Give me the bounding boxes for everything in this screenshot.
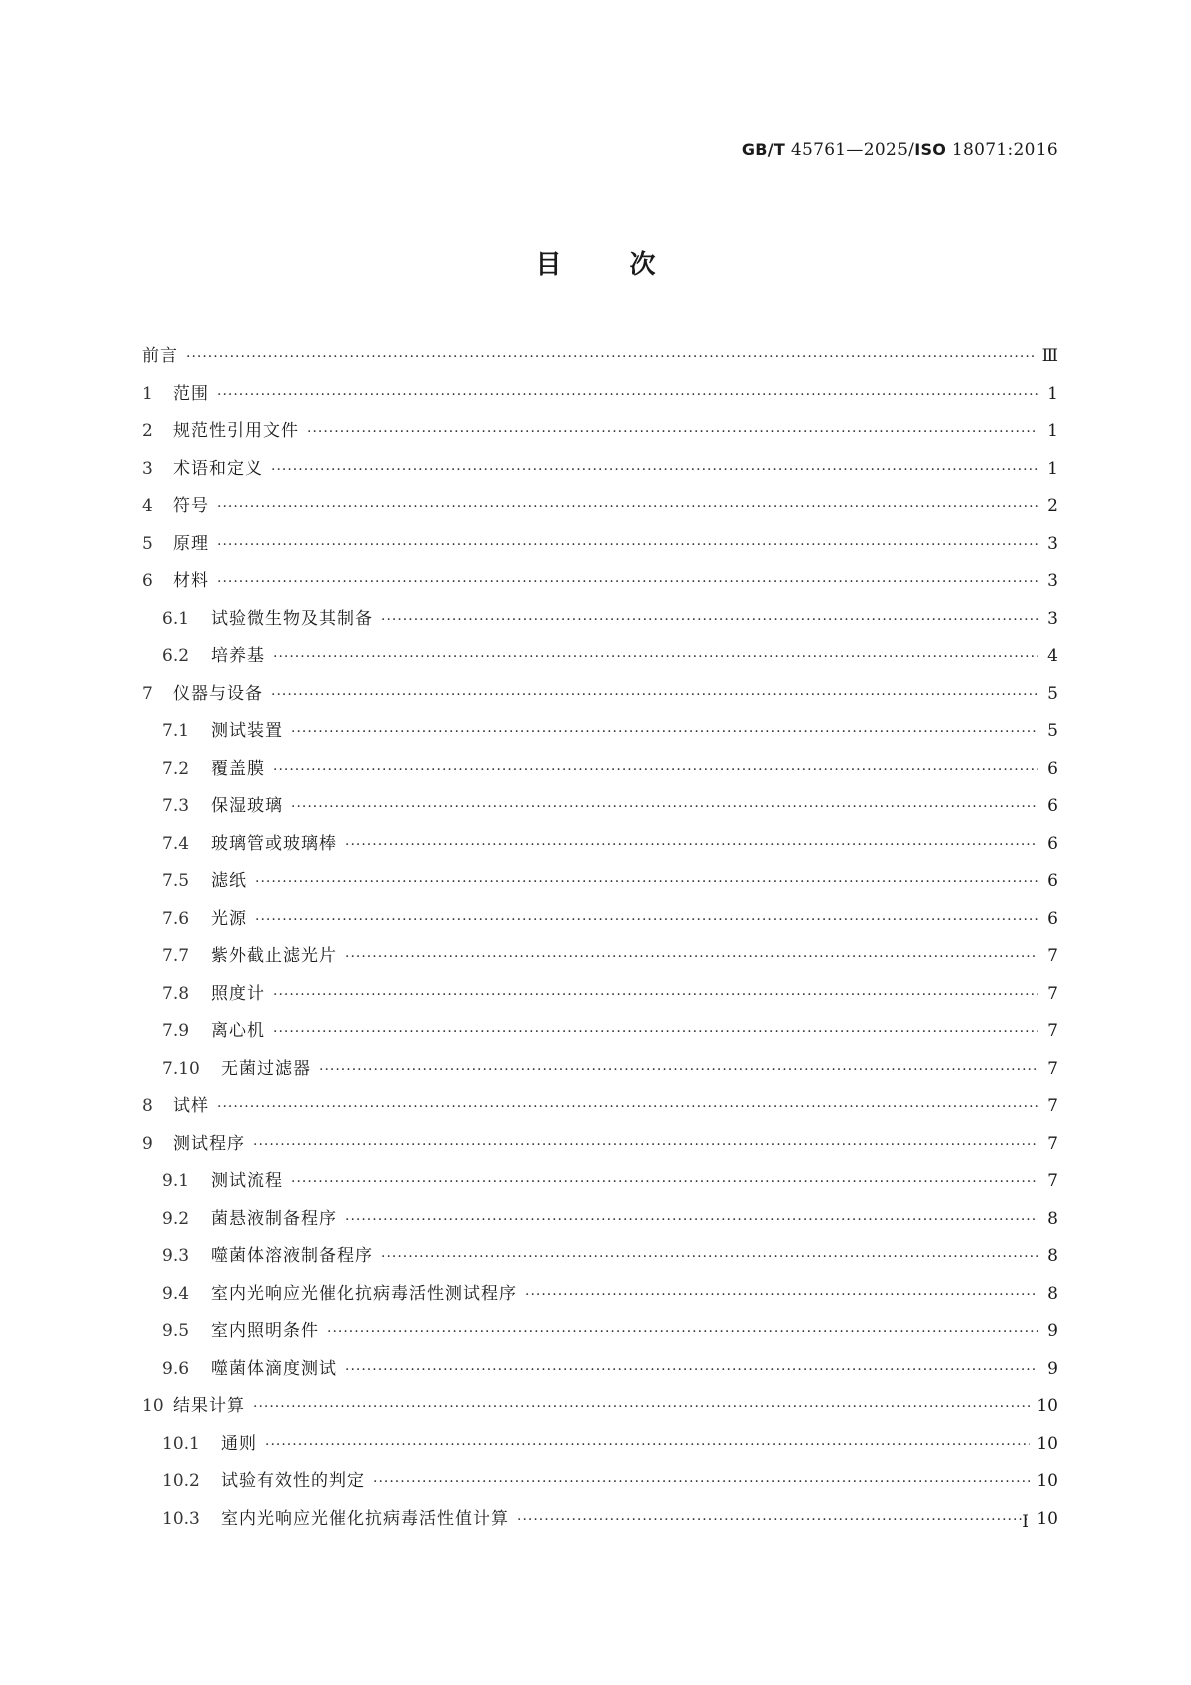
- toc-entry[interactable]: [142, 1129, 1058, 1167]
- toc-entry-label: 无菌过滤器: [221, 1058, 311, 1079]
- toc-entry-page: 7: [1047, 1133, 1058, 1154]
- toc-entry[interactable]: [142, 1241, 1058, 1279]
- toc-entry-number: 7: [142, 683, 153, 704]
- toc-entry[interactable]: [142, 866, 1058, 904]
- toc-entry-label: 前言: [142, 346, 178, 366]
- toc-entry-number: 7.3: [162, 796, 190, 816]
- toc-entry-label: 菌悬液制备程序: [211, 1208, 337, 1229]
- standard-code: [742, 140, 1058, 160]
- toc-entry-number: 7.8: [162, 983, 190, 1004]
- toc-leader-dots: [307, 424, 1038, 440]
- toc-entry[interactable]: [142, 679, 1058, 717]
- toc-entry[interactable]: [142, 1279, 1058, 1317]
- toc-entry-page: 10: [1036, 1471, 1058, 1491]
- toc-leader-dots: [345, 1212, 1038, 1228]
- toc-entry-label: 原理: [173, 533, 209, 554]
- toc-entry-number: 7.6: [162, 908, 190, 929]
- toc-entry[interactable]: [142, 379, 1058, 417]
- toc-entry-number: 10.3: [162, 1508, 200, 1529]
- toc-leader-dots: [327, 1324, 1038, 1340]
- toc-entry-label: 通则: [221, 1433, 257, 1454]
- toc-entry-page: 7: [1047, 1021, 1058, 1041]
- toc-leader-dots: [345, 949, 1038, 965]
- toc-entry-label: 噬菌体溶液制备程序: [211, 1246, 373, 1266]
- toc-entry[interactable]: [142, 754, 1058, 792]
- toc-entry-label: 规范性引用文件: [173, 421, 299, 441]
- toc-entry[interactable]: [142, 491, 1058, 529]
- toc-entry-number: 2: [142, 421, 153, 441]
- toc-entry-page: 3: [1047, 533, 1058, 554]
- toc-entry-page: 6: [1047, 833, 1058, 854]
- toc-entry-page: 8: [1047, 1246, 1058, 1266]
- toc-entry-page: 5: [1047, 721, 1058, 741]
- toc-entry-page: 10: [1036, 1508, 1058, 1529]
- toc-entry-page: 5: [1047, 683, 1058, 704]
- toc-entry-label: 室内光响应光催化抗病毒活性值计算: [221, 1508, 509, 1529]
- toc-entry-label: 测试流程: [211, 1171, 283, 1191]
- toc-entry-label: 滤纸: [211, 871, 247, 891]
- toc-entry-page: 10: [1036, 1433, 1058, 1454]
- toc-title: 目次: [535, 250, 724, 280]
- toc-leader-dots: [265, 1437, 1030, 1453]
- toc-entry[interactable]: [142, 341, 1058, 379]
- toc-entry-label: 测试装置: [211, 721, 283, 741]
- toc-entry[interactable]: [142, 1166, 1058, 1204]
- toc-entry[interactable]: [142, 791, 1058, 829]
- toc-entry[interactable]: [142, 1316, 1058, 1354]
- standard-code-iso-number: 18071:2016: [951, 140, 1058, 160]
- toc-leader-dots: [217, 1099, 1038, 1115]
- toc-entry-number: 10.2: [162, 1471, 200, 1491]
- toc-entry[interactable]: [142, 1391, 1058, 1429]
- toc-entry-page: 10: [1036, 1396, 1058, 1416]
- toc-entry-label: 材料: [173, 571, 209, 591]
- toc-entry-number: 9.5: [162, 1321, 190, 1341]
- toc-entry-number: 9.4: [162, 1283, 190, 1304]
- toc-leader-dots: [291, 724, 1038, 740]
- toc-leader-dots: [217, 387, 1038, 403]
- toc-entry-page: 7: [1047, 983, 1058, 1004]
- toc-leader-dots: [373, 1474, 1030, 1490]
- toc-leader-dots: [271, 687, 1038, 703]
- toc-leader-dots: [255, 874, 1038, 890]
- toc-entry-label: 覆盖膜: [211, 758, 265, 779]
- toc-entry-number: 7.4: [162, 833, 190, 854]
- toc-entry-page: 6: [1047, 871, 1058, 891]
- toc-entry[interactable]: [142, 829, 1058, 867]
- toc-entry-page: 7: [1047, 1058, 1058, 1079]
- toc-entry[interactable]: [142, 1091, 1058, 1129]
- standard-code-gb: GB/T: [741, 140, 786, 159]
- toc-entry-number: 7.2: [162, 758, 190, 779]
- toc-entry-label: 室内照明条件: [211, 1321, 319, 1341]
- toc-entry-label: 范围: [173, 383, 209, 404]
- toc-entry-label: 培养基: [211, 646, 265, 666]
- toc-entry-page: 3: [1047, 608, 1058, 629]
- toc-entry-number: 6.1: [162, 608, 190, 629]
- toc-entry-number: 4: [142, 496, 153, 516]
- toc-entry-number: 7.5: [162, 871, 190, 891]
- toc-entry-label: 术语和定义: [173, 458, 263, 479]
- toc-leader-dots: [217, 574, 1038, 590]
- toc-entry-page: 7: [1047, 946, 1058, 966]
- toc-entry[interactable]: [142, 454, 1058, 492]
- toc-entry-page: 6: [1047, 758, 1058, 779]
- toc-entry-page: 7: [1047, 1171, 1058, 1191]
- toc-entry-page: 1: [1047, 383, 1058, 404]
- toc-leader-dots: [517, 1512, 1030, 1528]
- toc-entry-number: 10.1: [162, 1433, 200, 1454]
- toc-entry[interactable]: [142, 1504, 1058, 1542]
- toc-leader-dots: [253, 1137, 1038, 1153]
- toc-entry-page: 6: [1047, 908, 1058, 929]
- toc-leader-dots: [345, 837, 1038, 853]
- toc-entry-number: 7.7: [162, 946, 190, 966]
- toc-leader-dots: [273, 649, 1038, 665]
- toc-entry-label: 照度计: [211, 983, 265, 1004]
- table-of-contents: [142, 341, 1058, 1541]
- toc-entry-label: 结果计算: [173, 1396, 245, 1416]
- toc-entry-label: 试验有效性的判定: [221, 1471, 365, 1491]
- toc-entry-page: 1: [1047, 458, 1058, 479]
- toc-entry-number: 6.2: [162, 646, 190, 666]
- toc-leader-dots: [291, 799, 1038, 815]
- toc-entry-number: 10: [142, 1396, 164, 1416]
- toc-entry[interactable]: [142, 1466, 1058, 1504]
- toc-entry-label: 紫外截止滤光片: [211, 946, 337, 966]
- toc-entry-number: 9: [142, 1133, 153, 1154]
- toc-entry-label: 保湿玻璃: [211, 796, 283, 816]
- toc-entry[interactable]: [142, 941, 1058, 979]
- toc-leader-dots: [319, 1062, 1038, 1078]
- toc-entry-number: 9.1: [162, 1171, 190, 1191]
- toc-entry-page: 8: [1047, 1283, 1058, 1304]
- toc-leader-dots: [273, 987, 1038, 1003]
- toc-leader-dots: [273, 762, 1038, 778]
- toc-entry[interactable]: [142, 416, 1058, 454]
- toc-entry[interactable]: [142, 1204, 1058, 1242]
- toc-leader-dots: [255, 912, 1038, 928]
- toc-entry-label: 试样: [173, 1096, 209, 1116]
- toc-entry-number: 5: [142, 533, 153, 554]
- toc-entry[interactable]: [142, 904, 1058, 942]
- toc-entry-page: 3: [1047, 571, 1058, 591]
- toc-entry-number: 7.9: [162, 1021, 190, 1041]
- toc-entry-label: 玻璃管或玻璃棒: [211, 833, 337, 854]
- toc-entry-number: 9.6: [162, 1358, 190, 1379]
- page-number: Ⅰ: [1022, 1512, 1029, 1532]
- toc-entry-page: 9: [1047, 1321, 1058, 1341]
- toc-entry-number: 6: [142, 571, 153, 591]
- toc-entry-label: 测试程序: [173, 1133, 245, 1154]
- toc-entry[interactable]: [142, 979, 1058, 1017]
- toc-entry[interactable]: [142, 716, 1058, 754]
- toc-entry-number: 9.3: [162, 1246, 190, 1266]
- standard-code-iso: ISO: [914, 140, 947, 159]
- toc-entry-label: 试验微生物及其制备: [211, 608, 373, 629]
- toc-entry-number: 7.1: [162, 721, 190, 741]
- toc-leader-dots: [291, 1174, 1038, 1190]
- toc-entry-number: 9.2: [162, 1208, 190, 1229]
- toc-leader-dots: [273, 1024, 1038, 1040]
- toc-entry-label: 光源: [211, 908, 247, 929]
- toc-entry[interactable]: [142, 604, 1058, 642]
- toc-entry-label: 符号: [173, 496, 209, 516]
- toc-entry-number: 3: [142, 458, 153, 479]
- toc-entry[interactable]: [142, 1016, 1058, 1054]
- toc-entry[interactable]: [142, 641, 1058, 679]
- toc-leader-dots: [186, 349, 1036, 365]
- toc-entry[interactable]: [142, 1354, 1058, 1392]
- toc-entry-page: 7: [1047, 1096, 1058, 1116]
- toc-entry[interactable]: [142, 529, 1058, 567]
- toc-entry[interactable]: [142, 1429, 1058, 1467]
- toc-entry-page: Ⅲ: [1041, 346, 1058, 366]
- toc-entry-page: 1: [1047, 421, 1058, 441]
- toc-leader-dots: [381, 1249, 1038, 1265]
- toc-leader-dots: [345, 1362, 1038, 1378]
- toc-leader-dots: [217, 499, 1038, 515]
- toc-entry-page: 2: [1047, 496, 1058, 516]
- toc-entry[interactable]: [142, 566, 1058, 604]
- toc-entry[interactable]: [142, 1054, 1058, 1092]
- toc-entry-page: 6: [1047, 796, 1058, 816]
- toc-entry-number: 7.10: [162, 1058, 200, 1079]
- toc-entry-page: 8: [1047, 1208, 1058, 1229]
- toc-entry-page: 4: [1047, 646, 1058, 666]
- toc-leader-dots: [217, 537, 1038, 553]
- toc-leader-dots: [253, 1399, 1030, 1415]
- toc-entry-number: 8: [142, 1096, 153, 1116]
- toc-leader-dots: [271, 462, 1038, 478]
- standard-code-gb-number: 45761—2025/: [790, 140, 915, 160]
- toc-leader-dots: [525, 1287, 1038, 1303]
- toc-entry-label: 室内光响应光催化抗病毒活性测试程序: [211, 1283, 517, 1304]
- toc-entry-label: 噬菌体滴度测试: [211, 1358, 337, 1379]
- toc-entry-label: 离心机: [211, 1021, 265, 1041]
- toc-entry-number: 1: [142, 383, 153, 404]
- toc-entry-label: 仪器与设备: [173, 683, 263, 704]
- toc-entry-page: 9: [1047, 1358, 1058, 1379]
- toc-leader-dots: [381, 612, 1038, 628]
